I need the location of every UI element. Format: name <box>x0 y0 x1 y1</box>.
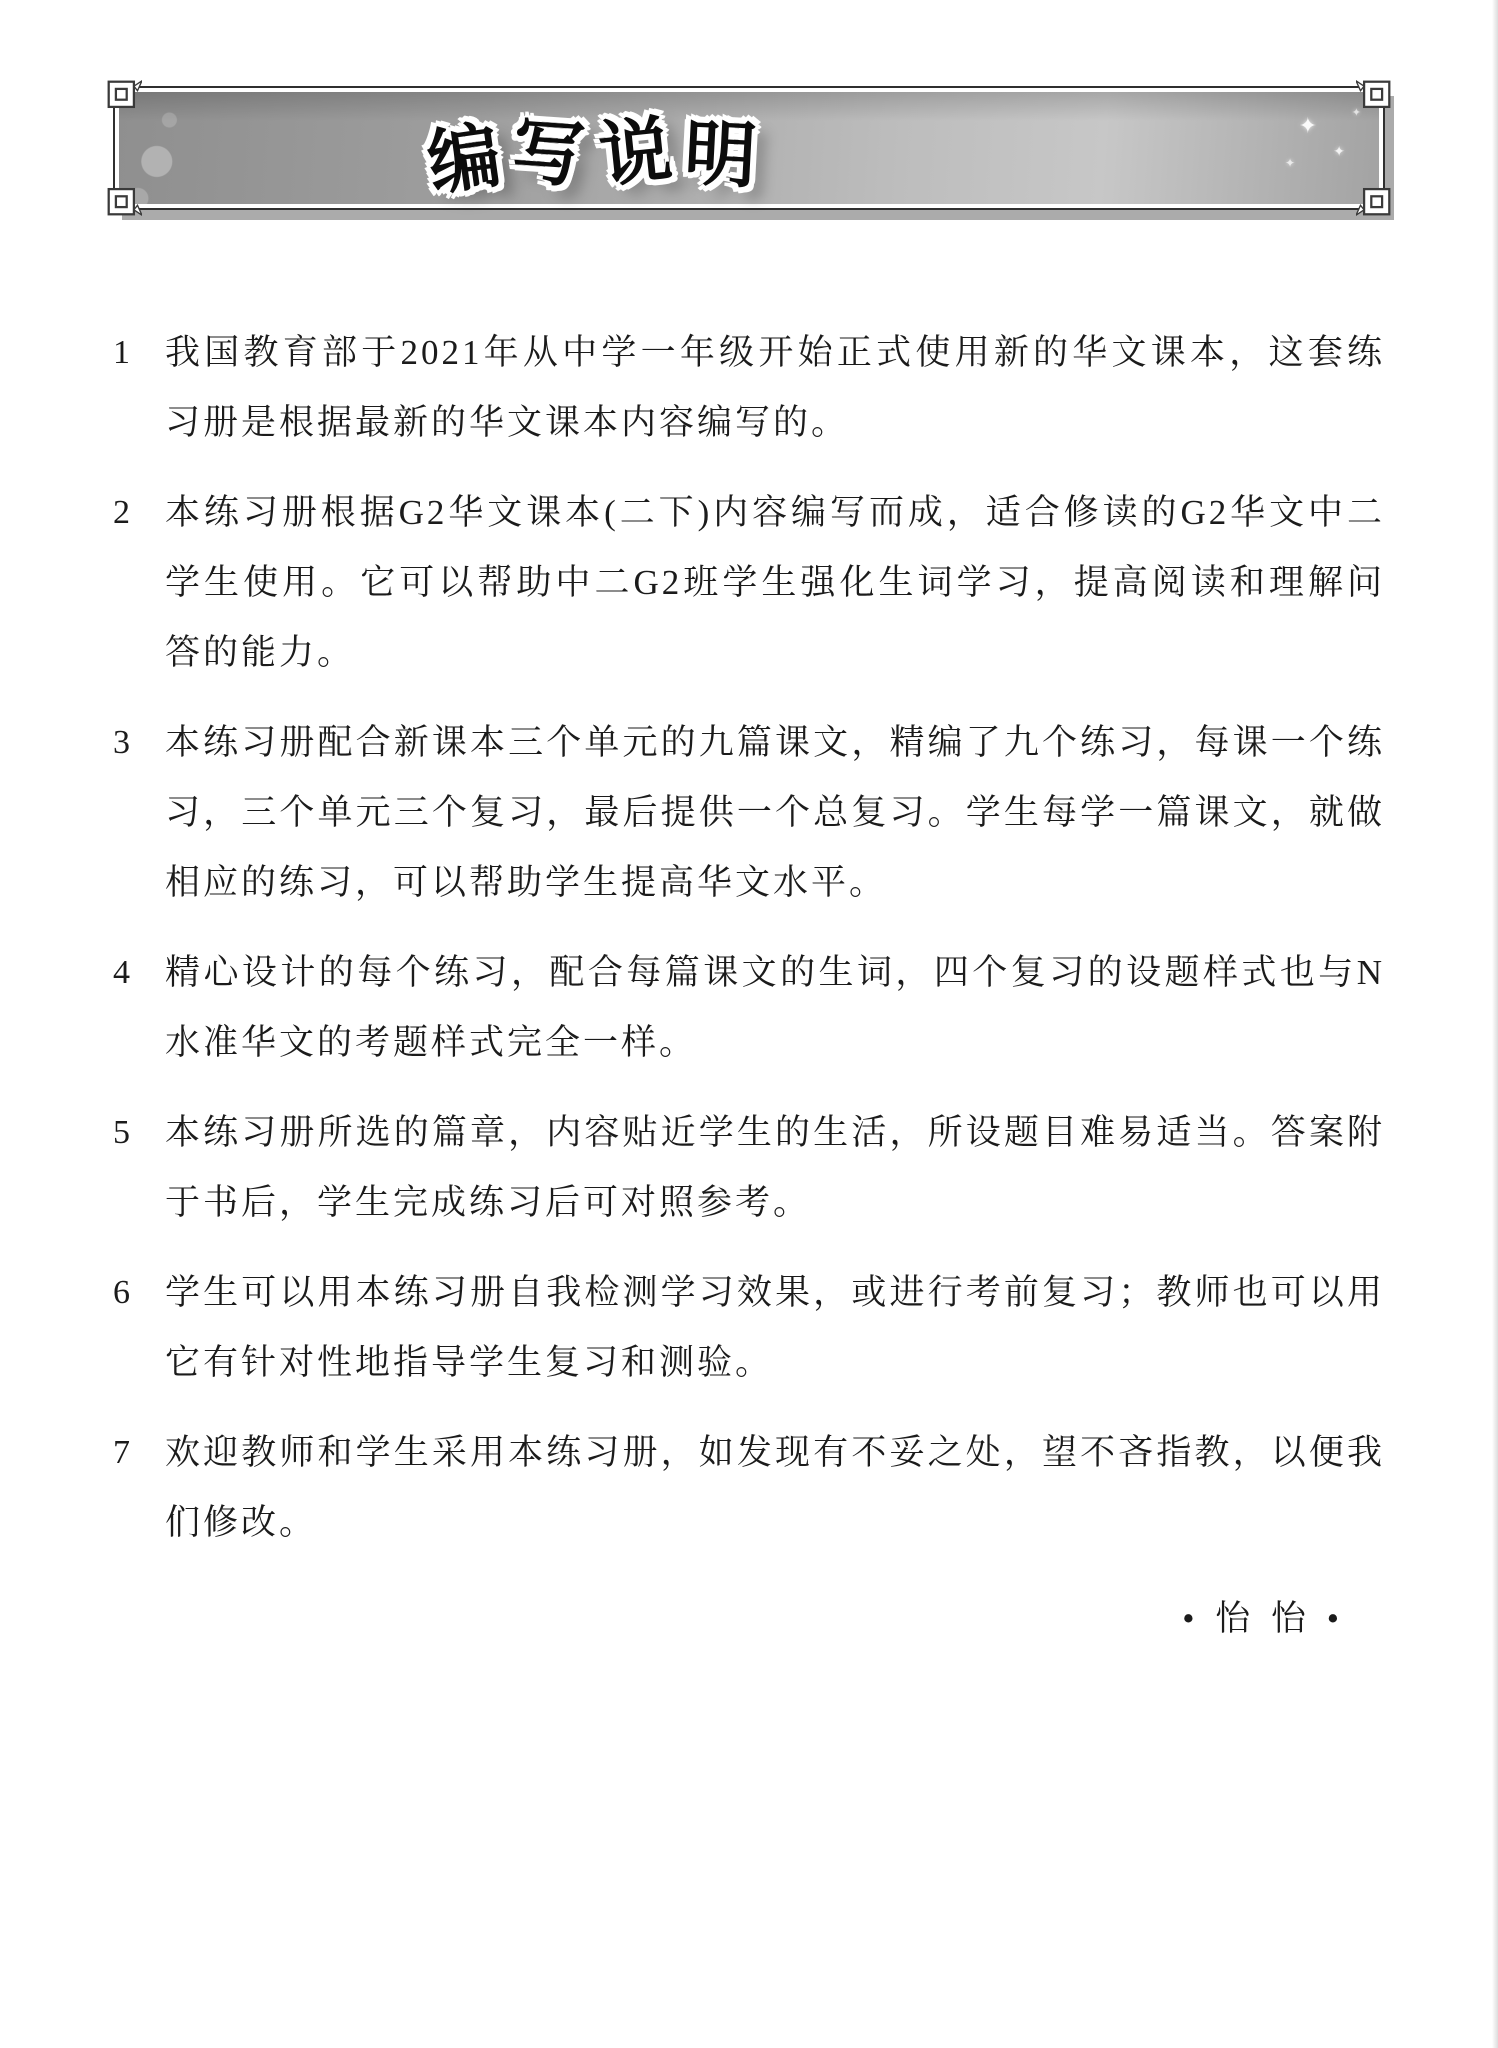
paragraph-text: 欢迎教师和学生采用本练习册，如发现有不妥之处，望不吝指教，以便我们修改。 <box>165 1433 1385 1542</box>
paragraph-text: 学生可以用本练习册自我检测学习效果，或进行考前复习；教师也可以用它有针对性地指导学生复习和测验。 <box>165 1273 1385 1382</box>
paragraph-text: 我国教育部于2021年从中学一年级开始正式使用新的华文课本，这套练习册是根据最新的华文课本内容编写的。 <box>165 333 1385 442</box>
scan-edge-artifact <box>1492 0 1498 2048</box>
paragraph-number: 2 <box>113 494 130 531</box>
sparkle-icon: ✦ <box>1284 156 1295 170</box>
paragraph-number: 5 <box>113 1114 130 1151</box>
paragraph-text: 本练习册根据G2华文课本(二下)内容编写而成，适合修读的G2华文中二学生使用。它可以帮助中二G2班学生强化生词学习，提高阅读和理解问答的能力。 <box>165 493 1385 672</box>
page-content <box>113 210 1385 1654</box>
header-banner <box>113 86 1385 210</box>
paragraph-text: 本练习册所选的篇章，内容贴近学生的生活，所设题目难易适当。答案附于书后，学生完成练习后可对照参考。 <box>165 1113 1385 1222</box>
paragraph-number: 7 <box>113 1434 130 1471</box>
paragraph-number: 4 <box>113 954 130 991</box>
paragraph-number: 3 <box>113 724 130 761</box>
paragraph-list <box>113 318 1385 1558</box>
sparkle-icon: ✦ <box>1351 106 1361 119</box>
corner-ornament-icon <box>106 79 142 115</box>
paragraph-item <box>113 318 1385 458</box>
corner-ornament-icon <box>1356 79 1392 115</box>
paragraph-item <box>113 938 1385 1078</box>
paragraph-text: 本练习册配合新课本三个单元的九篇课文，精编了九个练习，每课一个练习，三个单元三个复习，最后提供一个总复习。学生每学一篇课文，就做相应的练习，可以帮助学生提高华文水平。 <box>165 723 1385 902</box>
paragraph-number: 6 <box>113 1274 130 1311</box>
paragraph-item <box>113 478 1385 688</box>
sparkle-icon: ✦ <box>1333 144 1345 160</box>
paragraph-item <box>113 708 1385 918</box>
author-signature: • 怡 怡 • <box>1182 1599 1345 1638</box>
paragraph-text: 精心设计的每个练习，配合每篇课文的生词，四个复习的设题样式也与N水准华文的考题样式完全一样。 <box>165 953 1385 1062</box>
paragraph-number: 1 <box>113 334 130 371</box>
paragraph-item <box>113 1258 1385 1398</box>
sparkle-icon: ✦ <box>1298 114 1317 139</box>
page-title: 编写说明 <box>423 107 773 205</box>
banner-background <box>119 92 1379 204</box>
banner-frame <box>113 86 1385 210</box>
paragraph-item <box>113 1098 1385 1238</box>
paragraph-item <box>113 1418 1385 1558</box>
